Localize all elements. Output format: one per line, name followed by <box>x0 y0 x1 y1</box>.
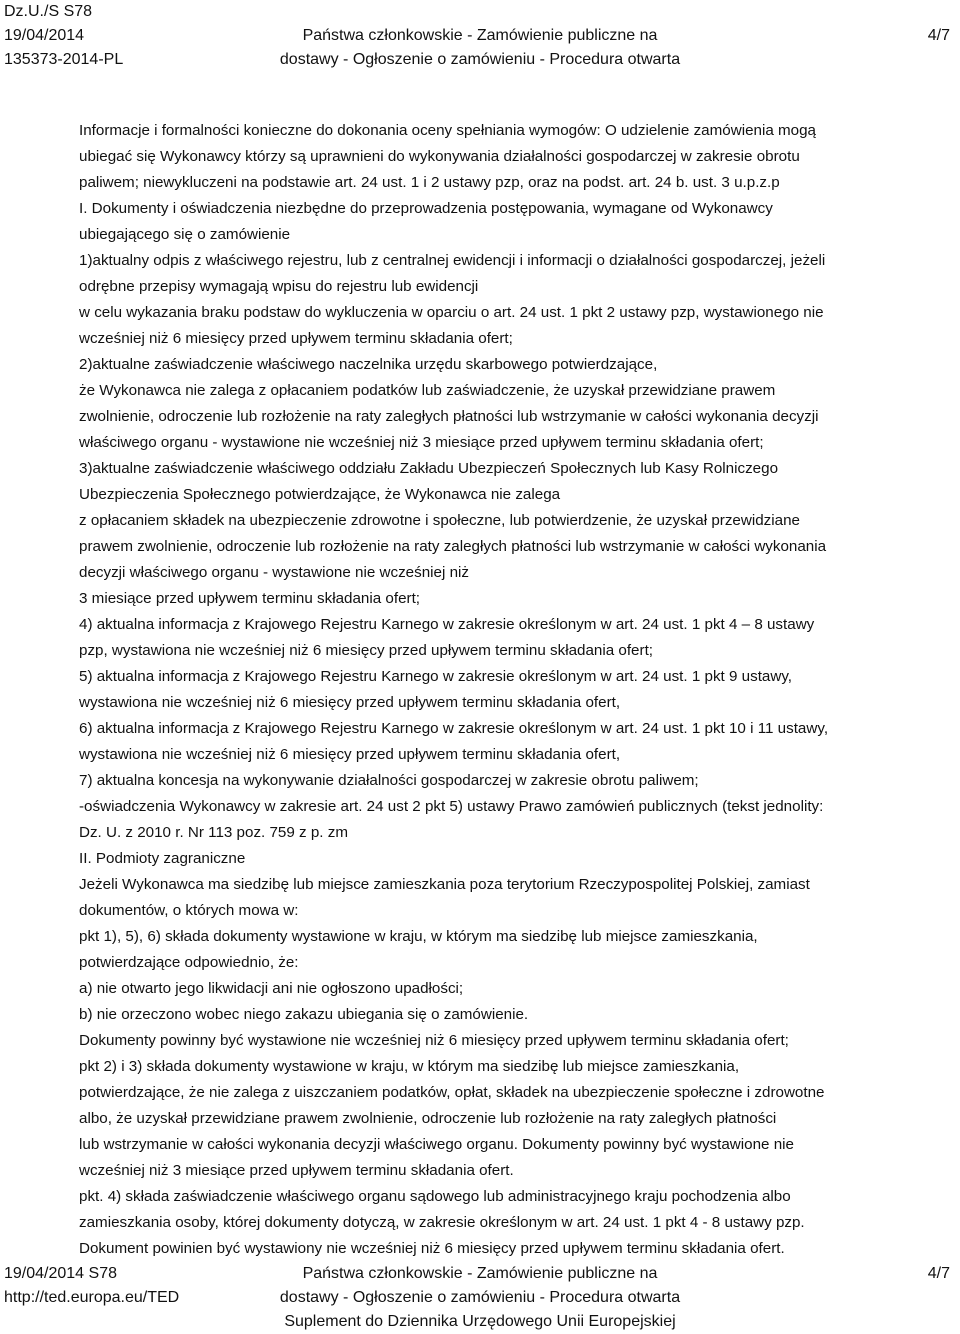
text-line: ubiegającego się o zamówienie <box>79 226 291 243</box>
text-line: albo, że uzyskał przewidziane prawem zwolnienie, odroczenie lub rozłożenie na raty zaległych płatności <box>79 1110 777 1127</box>
footer-page-number: 4/7 <box>927 1265 950 1282</box>
text-line: potwierdzające odpowiednio, że: <box>79 954 299 971</box>
text-line: pkt 1), 5), 6) składa dokumenty wystawione w kraju, w którym ma siedzibę lub miejsce zamieszkania, <box>79 928 758 945</box>
text-line: prawem zwolnienie, odroczenie lub rozłożenie na raty zaległych płatności lub wstrzymanie w całości wykonania <box>79 538 827 555</box>
text-line: Dokument powinien być wystawiony nie wcześniej niż 6 miesięcy przed upływem terminu składania ofert. <box>79 1240 785 1257</box>
text-line: właściwego organu - wystawione nie wcześniej niż 3 miesiące przed upływem terminu składania ofert; <box>79 434 764 451</box>
text-line: że Wykonawca nie zalega z opłacaniem podatków lub zaświadczenie, że uzyskał przewidziane prawem <box>79 382 776 399</box>
text-line: pkt. 4) składa zaświadczenie właściwego organu sądowego lub administracyjnego kraju pochodzenia albo <box>79 1188 791 1205</box>
text-line: w celu wykazania braku podstaw do wykluczenia w oparciu o art. 24 ust. 1 pkt 2 ustawy pzp, wystawionego nie <box>79 304 824 321</box>
text-line: I. Dokumenty i oświadczenia niezbędne do przeprowadzenia postępowania, wymagane od Wykonawcy <box>79 200 773 217</box>
publication-date: 19/04/2014 <box>4 27 85 44</box>
text-line: wcześniej niż 6 miesięcy przed upływem terminu składania ofert; <box>79 330 513 347</box>
text-line: dokumentów, o których mowa w: <box>79 902 299 919</box>
text-line: ubiegać się Wykonawcy którzy są uprawnieni do wykonywania działalności gospodarczej w zakresie obrotu <box>79 148 800 165</box>
text-line: 1)aktualny odpis z właściwego rejestru, lub z centralnej ewidencji i informacji o działalności gospodarczej, jeżeli <box>79 252 826 269</box>
text-line: Informacje i formalności konieczne do dokonania oceny spełniania wymogów: O udzielenie zamówienia mogą <box>79 122 816 139</box>
notice-number: 135373-2014-PL <box>4 51 124 68</box>
text-line: z opłacaniem składek na ubezpieczenie zdrowotne i społeczne, lub potwierdzenie, że uzyskał przewidziane <box>79 512 800 529</box>
text-line: wcześniej niż 3 miesiące przed upływem terminu składania ofert. <box>79 1162 514 1179</box>
text-line: zamieszkania osoby, której dokumenty dotyczą, w zakresie określonym w art. 24 ust. 1 pkt 4 - 8 ustawy pzp. <box>79 1214 805 1231</box>
text-line: odrębne przepisy wymagają wpisu do rejestru lub ewidencji <box>79 278 479 295</box>
text-line: Dokumenty powinny być wystawione nie wcześniej niż 6 miesięcy przed upływem terminu składania ofert; <box>79 1032 789 1049</box>
text-line: wystawiona nie wcześniej niż 6 miesięcy przed upływem terminu składania ofert, <box>79 746 621 763</box>
text-line: Ubezpieczenia Społecznego potwierdzające, że Wykonawca nie zalega <box>79 486 561 503</box>
header-title-line-1: Państwa członkowskie - Zamówienie publiczne na <box>302 27 658 44</box>
footer-title-line-1: Państwa członkowskie - Zamówienie publiczne na <box>302 1265 658 1282</box>
footer-date: 19/04/2014 S78 <box>4 1265 117 1282</box>
text-line: wystawiona nie wcześniej niż 6 miesięcy przed upływem terminu składania ofert, <box>79 694 621 711</box>
text-line: II. Podmioty zagraniczne <box>79 850 246 867</box>
text-line: Dz. U. z 2010 r. Nr 113 poz. 759 z p. zm <box>79 824 348 841</box>
journal-reference: Dz.U./S S78 <box>4 3 93 20</box>
text-line: 7) aktualna koncesja na wykonywanie działalności gospodarczej w zakresie obrotu paliwem; <box>79 772 699 789</box>
text-line: pzp, wystawiona nie wcześniej niż 6 miesięcy przed upływem terminu składania ofert; <box>79 642 654 659</box>
document-body <box>79 118 952 1262</box>
text-line: 3)aktualne zaświadczenie właściwego oddziału Zakładu Ubezpieczeń Społecznych lub Kasy Rolniczego <box>79 460 779 477</box>
text-line: Jeżeli Wykonawca ma siedzibę lub miejsce zamieszkania poza terytorium Rzeczypospolitej Polskiej, zamiast <box>79 876 810 893</box>
text-line: 3 miesiące przed upływem terminu składania ofert; <box>79 590 421 607</box>
text-line: 5) aktualna informacja z Krajowego Rejestru Karnego w zakresie określonym w art. 24 ust. 1 pkt 9 ustawy, <box>79 668 793 685</box>
text-line: 2)aktualne zaświadczenie właściwego naczelnika urzędu skarbowego potwierdzające, <box>79 356 658 373</box>
text-line: potwierdzające, że nie zalega z uiszczaniem podatków, opłat, składek na ubezpieczenie społeczne i zdrowotne <box>79 1084 825 1101</box>
text-line: lub wstrzymanie w całości wykonania decyzji właściwego organu. Dokumenty powinny być wystawione nie <box>79 1136 794 1153</box>
footer-center <box>0 1262 960 1334</box>
header-page-number: 4/7 <box>927 27 950 44</box>
text-line: paliwem; niewykluczeni na podstawie art. 24 ust. 1 i 2 ustawy pzp, oraz na podst. art. 24 b. ust. 3 u.p.z.p <box>79 174 780 191</box>
text-line: b) nie orzeczono wobec niego zakazu ubiegania się o zamówienie. <box>79 1006 529 1023</box>
footer-title-line-2: dostawy - Ogłoszenie o zamówieniu - Procedura otwarta <box>279 1289 681 1306</box>
page-footer <box>0 1262 960 1334</box>
header-center <box>0 24 960 72</box>
text-line: decyzji właściwego organu - wystawione nie wcześniej niż <box>79 564 469 581</box>
text-line: 6) aktualna informacja z Krajowego Rejestru Karnego w zakresie określonym w art. 24 ust. 1 pkt 10 i 11 ustawy, <box>79 720 829 737</box>
header-title-line-2: dostawy - Ogłoszenie o zamówieniu - Procedura otwarta <box>279 51 681 68</box>
text-line: -oświadczenia Wykonawcy w zakresie art. 24 ust 2 pkt 5) ustawy Prawo zamówień publicznych (tekst jednolity: <box>79 798 824 815</box>
footer-url: http://ted.europa.eu/TED <box>4 1289 180 1306</box>
footer-supplement: Suplement do Dziennika Urzędowego Unii Europejskiej <box>284 1313 676 1330</box>
text-line: zwolnienie, odroczenie lub rozłożenie na raty zaległych płatności lub wstrzymanie w całości wykonania decyzji <box>79 408 819 425</box>
text-line: pkt 2) i 3) składa dokumenty wystawione w kraju, w którym ma siedzibę lub miejsce zamieszkania, <box>79 1058 740 1075</box>
text-line: 4) aktualna informacja z Krajowego Rejestru Karnego w zakresie określonym w art. 24 ust. 1 pkt 4 – 8 ustawy <box>79 616 815 633</box>
text-line: a) nie otwarto jego likwidacji ani nie ogłoszono upadłości; <box>79 980 464 997</box>
